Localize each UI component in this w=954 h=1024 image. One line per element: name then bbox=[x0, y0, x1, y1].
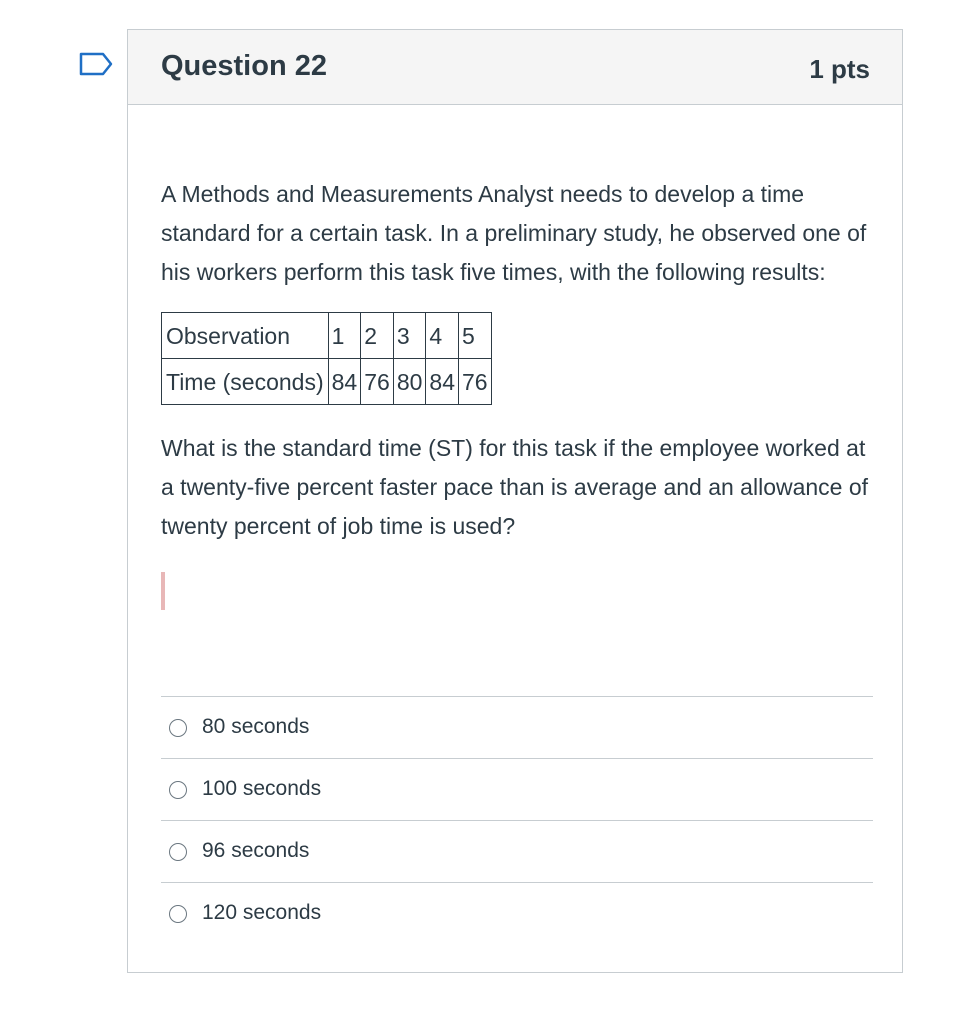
table-cell: 76 bbox=[361, 359, 394, 405]
answer-label[interactable]: 100 seconds bbox=[202, 777, 322, 800]
table-cell: 1 bbox=[328, 313, 361, 359]
question-follow-up: What is the standard time (ST) for this task if the employee worked at a twenty-five percent faster pace than is average and an allowance of twenty percent of job time is used? bbox=[161, 435, 869, 539]
table-cell: 76 bbox=[459, 359, 492, 405]
answer-option[interactable] bbox=[161, 883, 873, 944]
answer-list bbox=[161, 696, 873, 944]
table-cell: 84 bbox=[426, 359, 459, 405]
question-points: 1 pts bbox=[809, 54, 870, 84]
table-cell: 4 bbox=[426, 313, 459, 359]
table-cell: 80 bbox=[393, 359, 426, 405]
flag-question-icon[interactable] bbox=[79, 52, 113, 76]
question-body bbox=[161, 175, 873, 610]
answer-option[interactable] bbox=[161, 697, 873, 759]
question-header bbox=[128, 30, 902, 105]
answer-label[interactable]: 96 seconds bbox=[202, 839, 310, 862]
answer-label[interactable]: 80 seconds bbox=[202, 715, 310, 738]
answer-label[interactable]: 120 seconds bbox=[202, 901, 322, 924]
table-row-header: Time (seconds) bbox=[162, 359, 329, 405]
text-cursor-marker bbox=[161, 572, 165, 610]
table-row-header: Observation bbox=[162, 313, 329, 359]
table-row bbox=[162, 359, 492, 405]
question-card bbox=[127, 29, 903, 973]
table-cell: 84 bbox=[328, 359, 361, 405]
radio-unchecked-icon[interactable] bbox=[169, 843, 187, 861]
radio-unchecked-icon[interactable] bbox=[169, 781, 187, 799]
table-cell: 2 bbox=[361, 313, 394, 359]
radio-unchecked-icon[interactable] bbox=[169, 905, 187, 923]
answer-option[interactable] bbox=[161, 759, 873, 821]
observation-table bbox=[161, 312, 492, 405]
answer-option[interactable] bbox=[161, 821, 873, 883]
table-cell: 3 bbox=[393, 313, 426, 359]
question-prompt: A Methods and Measurements Analyst needs to develop a time standard for a certain task. In a preliminary study, he observed one of his workers perform this task five times, with the following results: bbox=[161, 181, 867, 285]
radio-unchecked-icon[interactable] bbox=[169, 719, 187, 737]
table-row bbox=[162, 313, 492, 359]
table-cell: 5 bbox=[459, 313, 492, 359]
question-title: Question 22 bbox=[161, 50, 327, 82]
